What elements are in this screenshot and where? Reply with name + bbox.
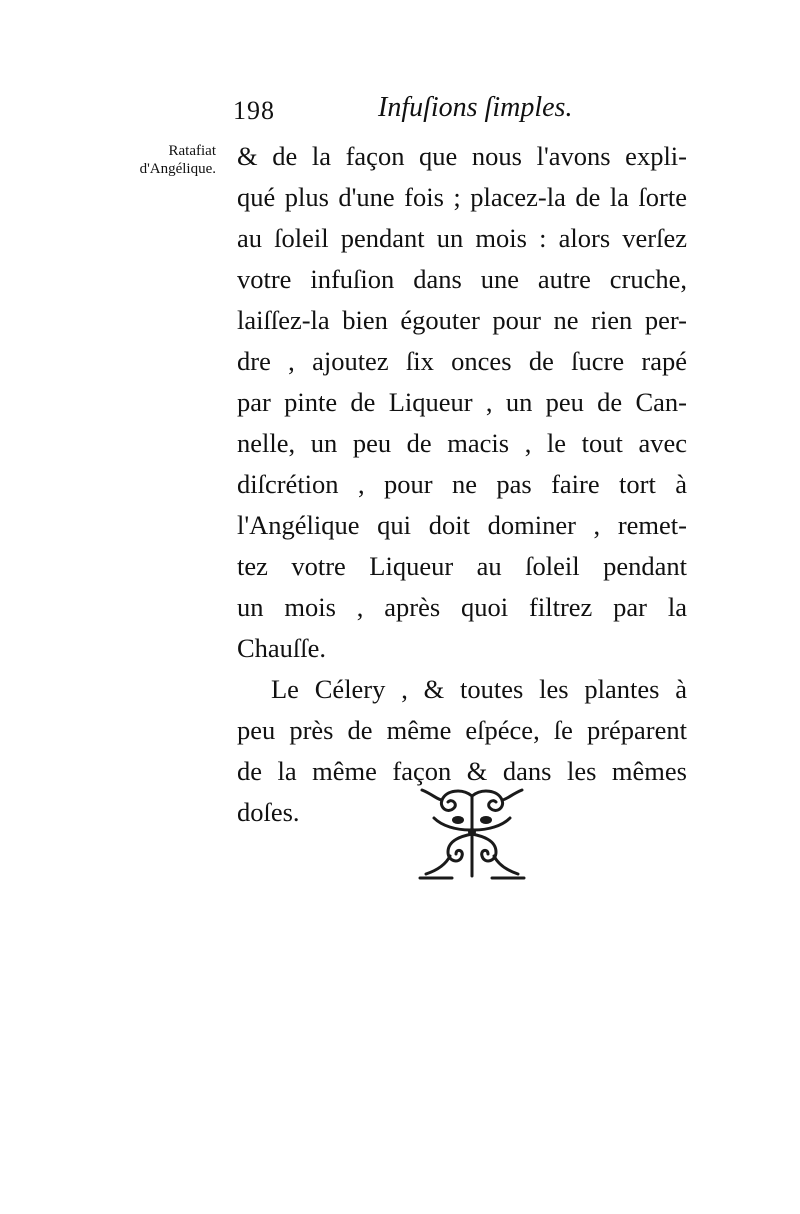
text-line: Le Célery , & toutes les plantes à [271, 674, 687, 704]
margin-note-line: Ratafiat [168, 143, 216, 159]
text-line: de la même façon & dans les mêmes [237, 756, 687, 786]
text-line: tez votre Liqueur au ſoleil pendant [237, 551, 687, 581]
text-line: l'Angélique qui doit dominer , remet- [237, 510, 687, 540]
body-text [237, 136, 687, 833]
text-line: nelle, un peu de macis , le tout avec [237, 428, 687, 458]
text-line: laiſſez-la bien égouter pour ne rien per- [237, 305, 687, 335]
margin-note [104, 142, 216, 178]
text-line: qué plus d'une fois ; placez-la de la ſorte [237, 182, 687, 212]
page-number: 198 [233, 96, 275, 125]
text-line: peu près de même eſpéce, ſe préparent [237, 715, 687, 745]
text-line: doſes. [237, 797, 300, 827]
text-line: Chauſſe. [237, 633, 327, 663]
running-head [0, 92, 800, 132]
text-line: diſcrétion , pour ne pas faire tort à [237, 469, 687, 499]
text-line: par pinte de Liqueur , un peu de Can- [237, 387, 687, 417]
running-title: Infuſions ſimples. [378, 92, 573, 123]
text-line: dre , ajoutez ſix onces de ſucre rapé [237, 346, 687, 376]
text-line: un mois , après quoi filtrez par la [237, 592, 687, 622]
text-line: votre infuſion dans une autre cruche, [237, 264, 687, 294]
margin-note-line: d'Angélique. [139, 161, 216, 177]
fleuron-ornament-icon [412, 786, 532, 882]
text-line: & de la façon que nous l'avons expli- [237, 141, 687, 171]
text-line: au ſoleil pendant un mois : alors verſez [237, 223, 687, 253]
